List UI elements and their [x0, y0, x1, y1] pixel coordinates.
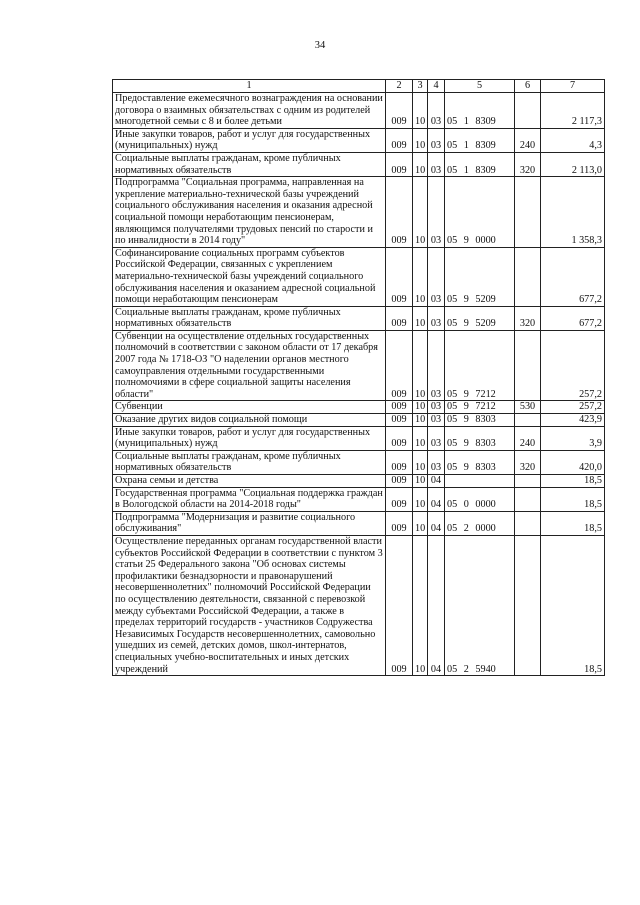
row-cell-c7: 420,0: [541, 450, 605, 474]
row-cell-c3: 10: [413, 475, 428, 488]
row-cell-c3: 10: [413, 511, 428, 535]
row-cell-c7: 1 358,3: [541, 177, 605, 248]
row-cell-c5: 05 9 8303: [445, 426, 515, 450]
row-cell-c4: 04: [428, 487, 445, 511]
row-cell-c3: 10: [413, 426, 428, 450]
row-cell-c6: [515, 511, 541, 535]
row-cell-c3: 10: [413, 535, 428, 675]
row-cell-c5: 05 1 8309: [445, 152, 515, 176]
row-cell-c3: 10: [413, 450, 428, 474]
row-name-cell: Иные закупки товаров, работ и услуг для государственных (муниципальных) нужд: [113, 128, 386, 152]
row-cell-c7: 257,2: [541, 330, 605, 401]
row-cell-c5: 05 9 5209: [445, 247, 515, 306]
budget-table: [112, 79, 605, 676]
table-row: [113, 414, 605, 427]
row-name-cell: Социальные выплаты гражданам, кроме публичных нормативных обязательств: [113, 450, 386, 474]
row-cell-c6: 240: [515, 128, 541, 152]
row-cell-c5: 05 1 8309: [445, 93, 515, 129]
row-cell-c6: [515, 177, 541, 248]
row-cell-c3: 10: [413, 128, 428, 152]
row-name-cell: Социальные выплаты гражданам, кроме публичных нормативных обязательств: [113, 306, 386, 330]
row-name-cell: Подпрограмма "Социальная программа, направленная на укрепление материально-технической базы учреждений социального обслуживания населения и оказания адресной социальной помощи неработающим пенсионерам, являющимся получателями трудовых пенсий по старости и по инвалидности в 2014 году": [113, 177, 386, 248]
table-row: [113, 401, 605, 414]
row-cell-c2: 009: [386, 330, 413, 401]
row-cell-c4: 04: [428, 475, 445, 488]
row-cell-c4: 04: [428, 535, 445, 675]
row-cell-c4: 03: [428, 414, 445, 427]
column-header: 4: [428, 80, 445, 93]
row-cell-c7: 677,2: [541, 306, 605, 330]
row-cell-c4: 04: [428, 511, 445, 535]
row-cell-c2: 009: [386, 128, 413, 152]
row-name-cell: Государственная программа "Социальная поддержка граждан в Вологодской области на 2014-2018 годы": [113, 487, 386, 511]
row-cell-c5: 05 0 0000: [445, 487, 515, 511]
row-cell-c7: 257,2: [541, 401, 605, 414]
row-cell-c4: 03: [428, 401, 445, 414]
table-row: [113, 426, 605, 450]
row-cell-c7: 18,5: [541, 535, 605, 675]
row-cell-c7: 2 113,0: [541, 152, 605, 176]
table-header-row: [113, 80, 605, 93]
row-cell-c6: 320: [515, 306, 541, 330]
row-cell-c3: 10: [413, 247, 428, 306]
column-header: 3: [413, 80, 428, 93]
row-cell-c7: 2 117,3: [541, 93, 605, 129]
row-cell-c5: 05 1 8309: [445, 128, 515, 152]
row-name-cell: Осуществление переданных органам государственной власти субъектов Российской Федерации в соответствии с пунктом 3 статьи 25 Федерального закона "Об основах системы профилактики безнадзорности и правонарушений несовершеннолетних" полномочий Российской Федерации по осуществлению деятельности, связанной с перевозкой между субъектами Российской Федерации, а также в пределах территорий государств - участников Содружества Независимых Государств несовершеннолетних, самовольно ушедших из семей, детских домов, школ-интернатов, специальных учебно-воспитательных и иных детских учреждений: [113, 535, 386, 675]
row-cell-c7: 3,9: [541, 426, 605, 450]
row-cell-c6: [515, 414, 541, 427]
row-cell-c6: 320: [515, 152, 541, 176]
row-cell-c4: 03: [428, 330, 445, 401]
row-cell-c4: 03: [428, 152, 445, 176]
row-name-cell: Софинансирование социальных программ субъектов Российской Федерации, связанных с укреплением материально-технической базы учреждений социального обслуживания населения и оказанием адресной социальной помощи неработающим пенсионерам: [113, 247, 386, 306]
row-cell-c6: [515, 475, 541, 488]
table-row: [113, 487, 605, 511]
page-number: 34: [314, 40, 326, 51]
row-cell-c2: 009: [386, 414, 413, 427]
table-row: [113, 450, 605, 474]
row-cell-c4: 03: [428, 128, 445, 152]
row-name-cell: Социальные выплаты гражданам, кроме публичных нормативных обязательств: [113, 152, 386, 176]
row-cell-c7: 4,3: [541, 128, 605, 152]
row-cell-c4: 03: [428, 177, 445, 248]
row-cell-c7: 18,5: [541, 487, 605, 511]
row-cell-c2: 009: [386, 152, 413, 176]
row-cell-c2: 009: [386, 177, 413, 248]
row-name-cell: Субвенции на осуществление отдельных государственных полномочий в соответствии с законом области от 17 декабря 2007 года № 1718-ОЗ "О наделении органов местного самоуправления отдельными государственными полномочиями в сфере социальной защиты населения области": [113, 330, 386, 401]
row-cell-c5: 05 9 5209: [445, 306, 515, 330]
row-name-cell: Субвенции: [113, 401, 386, 414]
row-cell-c5: 05 9 8303: [445, 450, 515, 474]
table-row: [113, 177, 605, 248]
row-cell-c3: 10: [413, 401, 428, 414]
column-header: 2: [386, 80, 413, 93]
table-row: [113, 511, 605, 535]
row-cell-c2: 009: [386, 426, 413, 450]
row-cell-c6: [515, 535, 541, 675]
row-cell-c2: 009: [386, 487, 413, 511]
row-cell-c3: 10: [413, 306, 428, 330]
row-cell-c7: 18,5: [541, 475, 605, 488]
row-cell-c2: 009: [386, 247, 413, 306]
row-name-cell: Охрана семьи и детства: [113, 475, 386, 488]
row-cell-c3: 10: [413, 152, 428, 176]
row-cell-c5: [445, 475, 515, 488]
table-row: [113, 128, 605, 152]
row-cell-c6: 240: [515, 426, 541, 450]
row-cell-c3: 10: [413, 93, 428, 129]
table-row: [113, 535, 605, 675]
row-cell-c3: 10: [413, 414, 428, 427]
column-header: 7: [541, 80, 605, 93]
row-cell-c7: 677,2: [541, 247, 605, 306]
row-name-cell: Предоставление ежемесячного вознаграждения на основании договора о взаимных обязательствах с одним из родителей многодетной семьи с 8 и более детьми: [113, 93, 386, 129]
row-cell-c4: 03: [428, 93, 445, 129]
table-row: [113, 93, 605, 129]
row-name-cell: Оказание других видов социальной помощи: [113, 414, 386, 427]
row-cell-c7: 18,5: [541, 511, 605, 535]
table-row: [113, 247, 605, 306]
row-cell-c6: [515, 487, 541, 511]
row-cell-c3: 10: [413, 177, 428, 248]
row-cell-c2: 009: [386, 475, 413, 488]
row-cell-c5: 05 9 7212: [445, 330, 515, 401]
column-header: 1: [113, 80, 386, 93]
table-row: [113, 152, 605, 176]
row-name-cell: Подпрограмма "Модернизация и развитие социального обслуживания": [113, 511, 386, 535]
row-cell-c2: 009: [386, 511, 413, 535]
row-cell-c6: 530: [515, 401, 541, 414]
row-cell-c6: 320: [515, 450, 541, 474]
table-row: [113, 330, 605, 401]
row-cell-c5: 05 9 7212: [445, 401, 515, 414]
row-cell-c5: 05 9 8303: [445, 414, 515, 427]
row-cell-c4: 03: [428, 450, 445, 474]
row-cell-c5: 05 2 0000: [445, 511, 515, 535]
row-cell-c3: 10: [413, 487, 428, 511]
column-header: 5: [445, 80, 515, 93]
row-cell-c5: 05 2 5940: [445, 535, 515, 675]
table-row: [113, 475, 605, 488]
table-row: [113, 306, 605, 330]
row-cell-c2: 009: [386, 535, 413, 675]
row-cell-c4: 03: [428, 247, 445, 306]
row-cell-c2: 009: [386, 93, 413, 129]
row-name-cell: Иные закупки товаров, работ и услуг для государственных (муниципальных) нужд: [113, 426, 386, 450]
row-cell-c3: 10: [413, 330, 428, 401]
row-cell-c6: [515, 247, 541, 306]
row-cell-c2: 009: [386, 306, 413, 330]
row-cell-c7: 423,9: [541, 414, 605, 427]
row-cell-c6: [515, 330, 541, 401]
column-header: 6: [515, 80, 541, 93]
row-cell-c4: 03: [428, 426, 445, 450]
row-cell-c2: 009: [386, 401, 413, 414]
row-cell-c6: [515, 93, 541, 129]
row-cell-c2: 009: [386, 450, 413, 474]
row-cell-c5: 05 9 0000: [445, 177, 515, 248]
row-cell-c4: 03: [428, 306, 445, 330]
